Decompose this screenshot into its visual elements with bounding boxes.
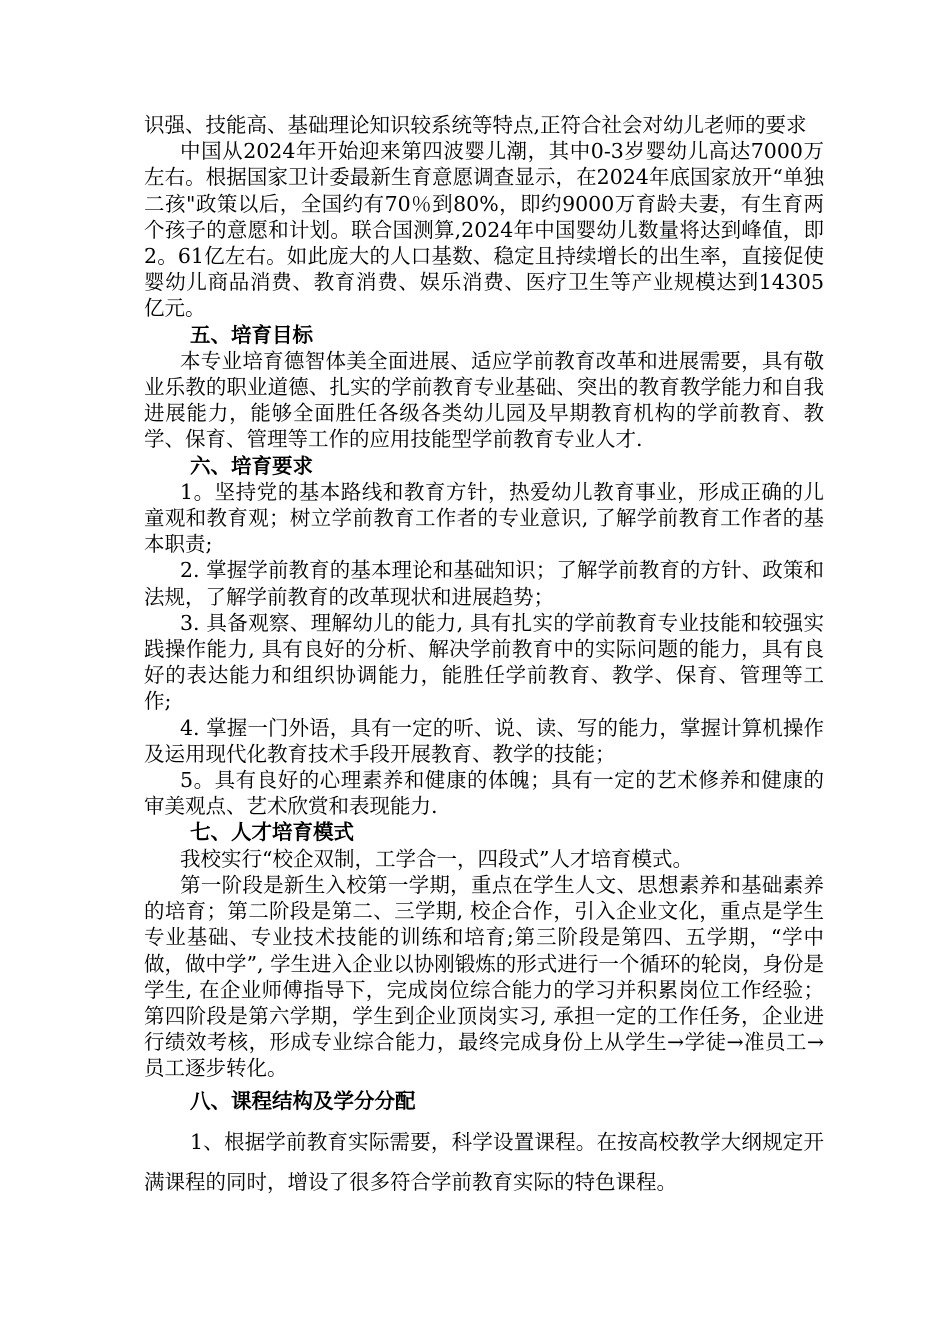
requirement-item-2: 2. 掌握学前教育的基本理论和基础知识；了解学前教育的方针、政策和法规，了解学前教育的改革现状和进展趋势； <box>144 558 824 609</box>
paragraph-training-stages: 第一阶段是新生入校第一学期，重点在学生人文、思想素养和基础素养的培育；第二阶段是第二、三学期, 校企合作，引入企业文化，重点是学生专业基础、专业技术技能的训练和培育;第三阶段是第四、五学期，“学中做，做中学”, 学生进入企业以协刚锻炼的形式进行一个循环的轮岗，身份是学生, 在企业师傅指导下，完成岗位综合能力的学习并积累岗位工作经验；第四阶段是第六学期，学生到企业顶岗实习, 承担一定的工作任务，企业进行绩效考核，形成专业综合能力，最终完成身份上从学生→学徒→准员工→员工逐步转化。 <box>144 872 824 1081</box>
heading-training-requirements: 六、培育要求 <box>190 453 313 478</box>
paragraph-course-setup: 1、根据学前教育实际需要，科学设置课程。在按高校教学大纲规定开满课程的同时，增设了很多符合学前教育实际的特色课程。 <box>144 1129 824 1194</box>
heading-training-model: 七、人才培育模式 <box>190 820 354 845</box>
heading-training-goal: 五、培育目标 <box>190 322 313 347</box>
paragraph-training-goal: 本专业培育德智体美全面进展、适应学前教育改革和进展需要，具有敬业乐教的职业道德、扎实的学前教育专业基础、突出的教育教学能力和自我进展能力，能够全面胜任各级各类幼儿园及早期教育机构的学前教育、教学、保育、管理等工作的应用技能型学前教育专业人才. <box>144 348 824 452</box>
paragraph-birth-statistics: 中国从2024年开始迎来第四波婴儿潮，其中0-3岁婴幼儿高达7000万左右。根据国家卫计委最新生育意愿调查显示，在2024年底国家放开“单独二孩"政策以后，全国约有70％到80%，即约9000万育龄夫妻，有生育两个孩子的意愿和计划。联合国测算,2024年中国婴幼儿数量将达到峰值，即2。61亿左右。如此庞大的人口基数、稳定且持续增长的出生率，直接促使婴幼儿商品消费、教育消费、娱乐消费、医疗卫生等产业规模达到14305亿元。 <box>144 139 824 321</box>
requirement-item-5: 5。具有良好的心理素养和健康的体魄；具有一定的艺术修养和健康的审美观点、艺术欣赏和表现能力. <box>144 768 824 819</box>
paragraph-training-model: 我校实行“校企双制，工学合一，四段式”人才培育模式。 <box>180 846 693 871</box>
document-body <box>144 112 824 1202</box>
requirement-item-4: 4. 掌握一门外语，具有一定的听、说、读、写的能力，掌握计算机操作及运用现代化教育技术手段开展教育、教学的技能； <box>144 715 824 766</box>
heading-course-structure: 八、课程结构及学分分配 <box>190 1088 416 1113</box>
requirement-item-1: 1。坚持党的基本路线和教育方针，热爱幼儿教育事业，形成正确的儿童观和教育观；树立学前教育工作者的专业意识, 了解学前教育工作者的基本职责; <box>144 479 824 557</box>
requirement-item-3: 3. 具备观察、理解幼儿的能力, 具有扎实的学前教育专业技能和较强实践操作能力, 具有良好的分析、解决学前教育中的实际问题的能力，具有良好的表达能力和组织协调能力，能胜任学前教育、教学、保育、管理等工作; <box>144 610 824 714</box>
paragraph-intro-tail: 识强、技能高、基础理论知识较系统等特点,正符合社会对幼儿老师的要求 <box>144 113 807 137</box>
